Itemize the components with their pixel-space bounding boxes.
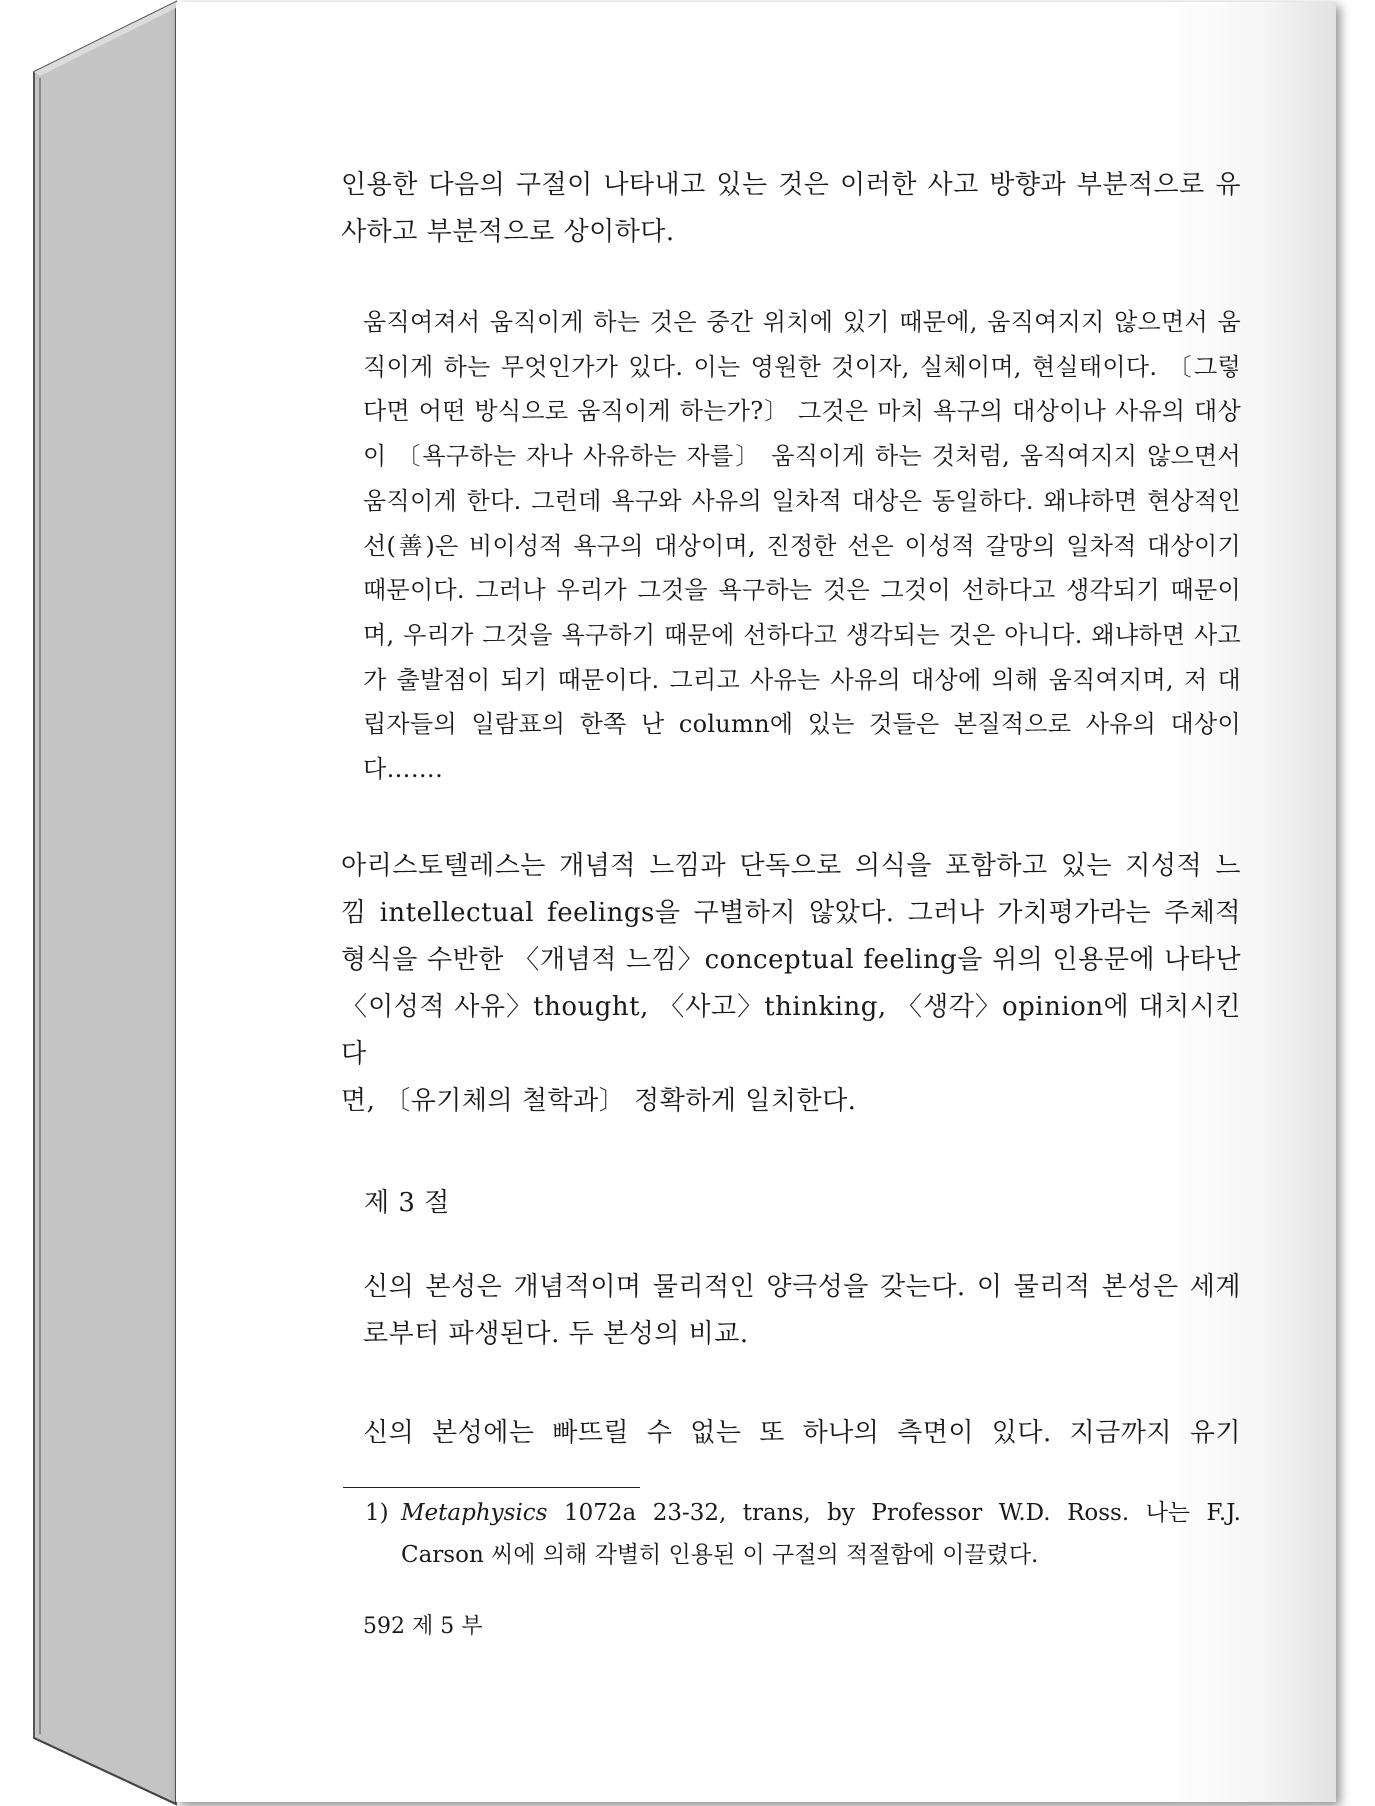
paragraph-intro: 인용한 다음의 구절이 나타내고 있는 것은 이러한 사고 방향과 부분적으로 유사하고 부분적으로 상이하다. — [341, 170, 1241, 247]
paragraph-god-nature: 신의 본성에는 빠뜨릴 수 없는 또 하나의 측면이 있다. 지금까지 유기 — [363, 1418, 1241, 1448]
footnote-separator — [343, 1487, 640, 1488]
paragraph-line: 면, 〔유기체의 철학과〕 정확하게 일치한다. — [341, 1086, 857, 1116]
footnote-text: 1072a 23-32, trans, by Professor W.D. Ross. 나는 F.J. Carson 씨에 의해 각별히 인용된 이 구절의 적절함에 이끌렸다. — [401, 1500, 1241, 1568]
paragraph-line: 아리스토텔레스는 개념적 느낌과 단독으로 의식을 포함하고 있는 지성적 느 — [341, 851, 1241, 881]
section-summary: 신의 본성은 개념적이며 물리적인 양극성을 갖는다. 이 물리적 본성은 세계로부터 파생된다. 두 본성의 비교. — [363, 1272, 1241, 1349]
footnote-number: 1) — [365, 1500, 389, 1526]
section-heading: 제 3 절 — [364, 1188, 450, 1218]
paragraph-line: 낌 intellectual feelings을 구별하지 않았다. 그러나 가치평가라는 주체적 — [341, 898, 1241, 928]
book-page — [176, 2, 1336, 1802]
footnote-body — [401, 1492, 1241, 1576]
paragraph-line: 〈이성적 사유〉thought, 〈사고〉thinking, 〈생각〉opinion에 대치시킨다 — [341, 992, 1241, 1069]
block-quote: 움직여져서 움직이게 하는 것은 중간 위치에 있기 때문에, 움직여지지 않으면서 움직이게 하는 무엇인가가 있다. 이는 영원한 것이자, 실체이며, 현실태이다. 〔그렇다면 어떤 방식으로 움직이게 하는가?〕 그것은 마치 욕구의 대상이나 사유의 대상이 〔욕구하는 자나 사유하는 자를〕 움직이게 하는 것처럼, 움직여지지 않으면서 움직이게 한다. 그런데 욕구와 사유의 일차적 대상은 동일하다. 왜냐하면 현상적인 선(善)은 비이성적 욕구의 대상이며, 진정한 선은 이성적 갈망의 일차적 대상이기 때문이다. 그러나 우리가 그것을 욕구하는 것은 그것이 선하다고 생각되기 때문이며, 우리가 그것을 욕구하기 때문에 선하다고 생각되는 것은 아니다. 왜냐하면 사고가 출발점이 되기 때문이다. 그리고 사유는 사유의 대상에 의해 움직여지며, 저 대립자들의 일람표의 한쪽 난 column에 있는 것들은 본질적으로 사유의 대상이다……. — [363, 308, 1241, 784]
footnote — [365, 1492, 1241, 1576]
footnote-book-title: Metaphysics — [401, 1500, 548, 1526]
paragraph-aristotle — [341, 843, 1241, 1125]
page-number: 592 제 5 부 — [363, 1614, 483, 1639]
paragraph-line: 형식을 수반한 〈개념적 느낌〉conceptual feeling을 위의 인용문에 나타난 — [341, 945, 1241, 975]
